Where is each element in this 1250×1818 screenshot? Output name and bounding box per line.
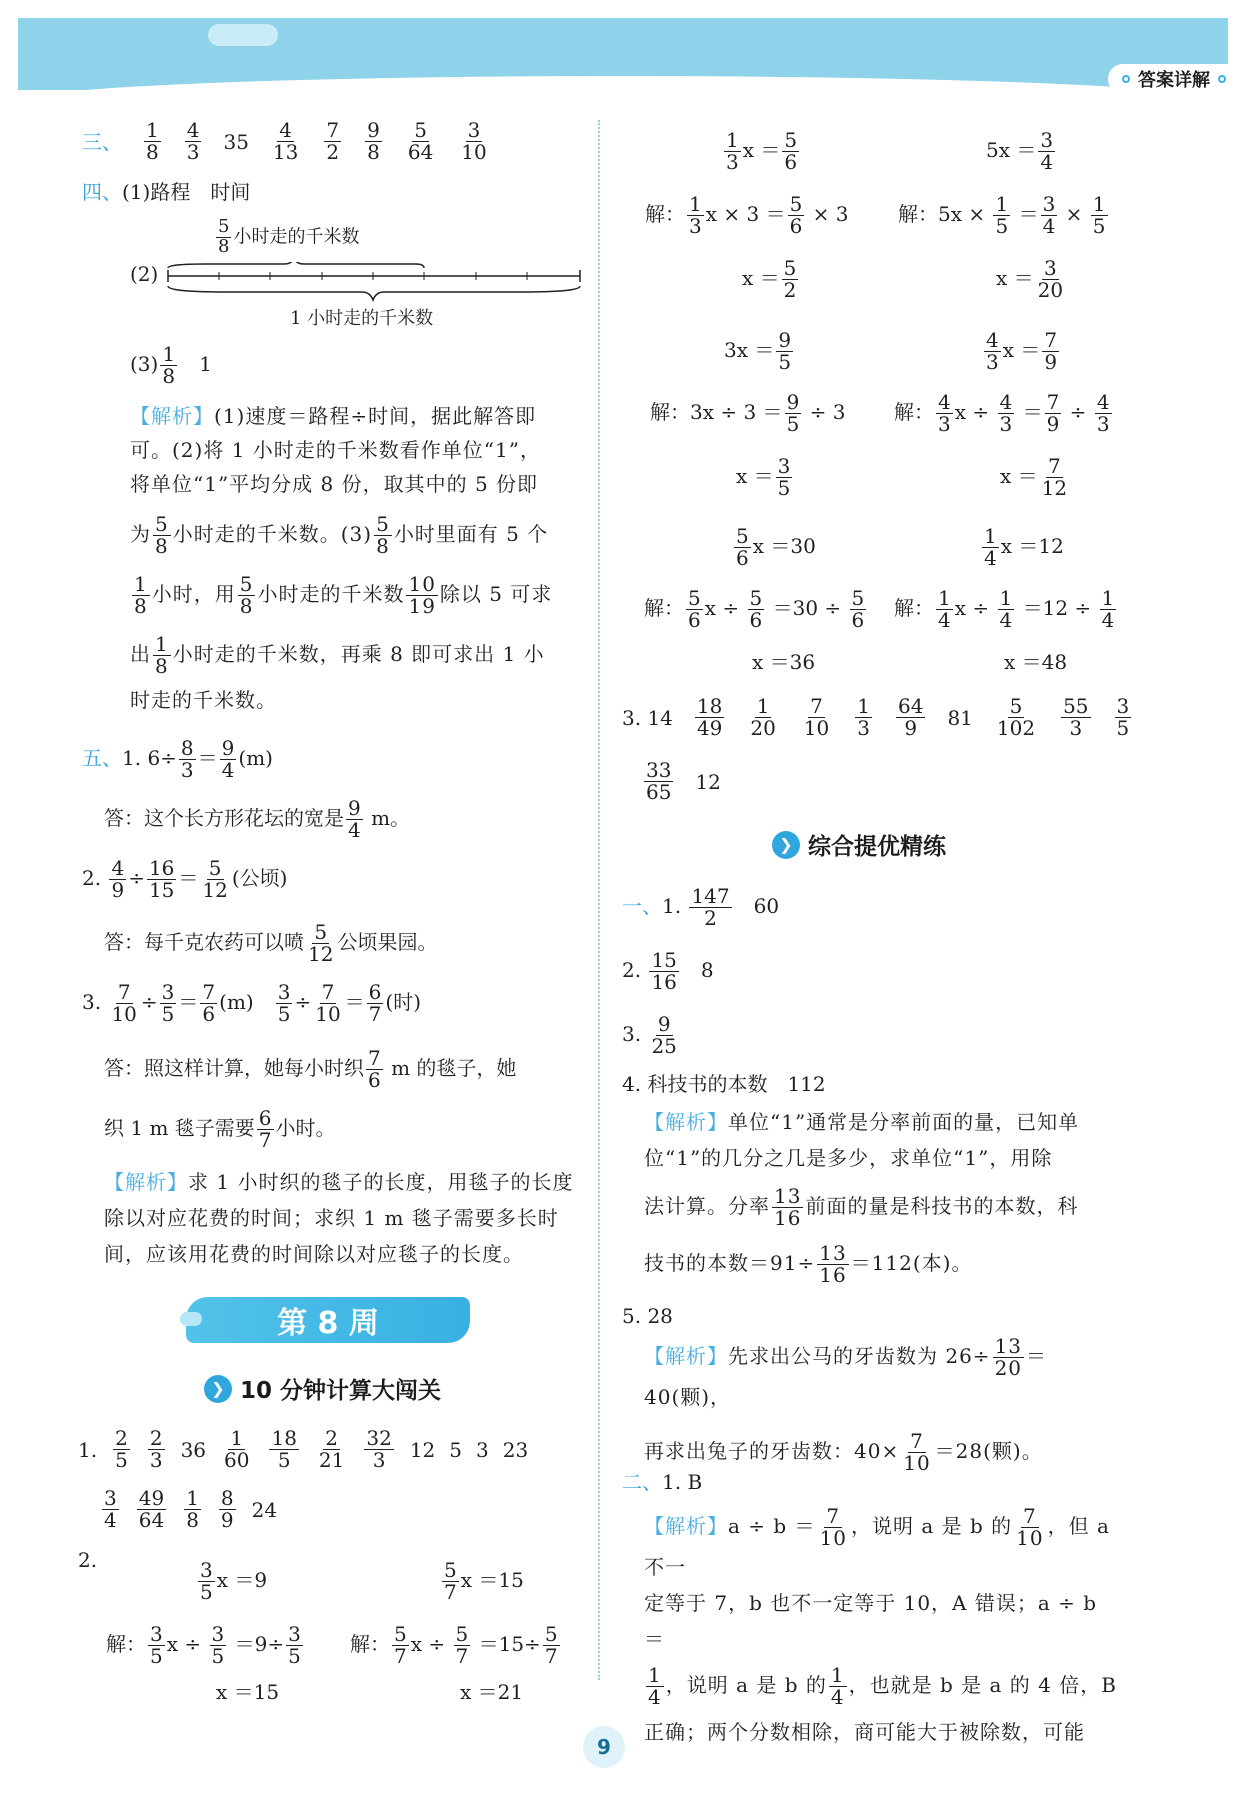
calc-q2-res-b: x ＝21	[460, 1680, 524, 1704]
section-5-q1-answer: 答：这个长方形花坛的宽是 $\frac{9}{4}$ m。	[104, 796, 411, 842]
r-sol-5: 解： $\frac{5}{6}$ x ÷ $\frac{5}{6}$ ＝30 ÷ $\frac{5}{6}$	[644, 586, 865, 632]
r-eq-4: $\frac{4}{3}$ x ＝ $\frac{7}{9}$	[986, 328, 1058, 374]
section-5-q3-answer-1: 答：照这样计算，她每小时织 $\frac{7}{6}$ m 的毯子，她	[104, 1046, 517, 1092]
r-practice-q4: 4. 科技书的本数 112	[622, 1072, 826, 1096]
bottom-brace	[168, 286, 580, 300]
wave-decoration	[18, 76, 1228, 102]
top-brace	[168, 262, 424, 268]
line-top-label	[214, 218, 359, 257]
part3-answer: (3) $\frac{1}{8}$ 1	[130, 342, 212, 388]
r-res-6: x ＝48	[1004, 650, 1068, 674]
r-res-2: x ＝ $\frac{3}{20}$	[996, 256, 1064, 302]
section-label: 四、	[82, 180, 122, 204]
fraction: 1 8	[146, 118, 159, 164]
r-res-4: x ＝ $\frac{7}{12}$	[1000, 454, 1068, 500]
section-5-q2-answer: 答：每千克农药可以喷 $\frac{5}{12}$ 公顷果园。	[104, 920, 438, 966]
column-divider	[598, 120, 600, 1680]
fraction: 3 10	[461, 118, 487, 164]
calc-q2-label: 2.	[78, 1548, 98, 1572]
section-5-q1: 五、1. 6÷ $\frac{8}{3}$ ＝ $\frac{9}{4}$ (m)	[82, 736, 273, 782]
fraction: 4 13	[272, 118, 299, 164]
section-label: 三、	[82, 129, 122, 154]
r-sol-6: 解： $\frac{1}{4}$ x ÷ $\frac{1}{4}$ ＝12 ÷ $\frac{1}{4}$	[894, 586, 1115, 632]
analysis-block-5: 【解析】求 1 小时织的毯子的长度，用毯子的长度 除以对应花费的时间；求织 1 m 毯子需要多长时 间，应该用花费的时间除以对应毯子的长度。	[104, 1170, 574, 1266]
analysis-tag: 【解析】	[644, 1110, 728, 1134]
chevron-right-icon: ❯	[204, 1375, 232, 1403]
r-res-5: x ＝36	[752, 650, 816, 674]
section-heading-practice	[772, 828, 946, 861]
calc-q2-eq-a: $\frac{3}{5}$ x ＝9	[200, 1558, 268, 1604]
r-calc-q3-row1: 3. 14 18 49 1 20 7 10 1 3 64 9 81 5 102 55 3 3 5	[622, 694, 1130, 740]
fraction: 9 8	[367, 118, 380, 164]
analysis-tag: 【解析】	[104, 1170, 188, 1194]
line-bottom-label: 1 小时走的千米数	[290, 308, 434, 329]
section-3-answers	[82, 120, 491, 163]
r-section-2-q1: 二、1. B	[622, 1470, 703, 1494]
answer-value: 35	[223, 129, 249, 154]
week-title: 第 8 周	[277, 1306, 379, 1341]
fraction: 4 3	[186, 118, 200, 164]
section-heading-calc	[204, 1372, 441, 1405]
analysis-block-4: 【解析】(1)速度＝路程÷时间，据此解答即 可。(2)将 1 小时走的千米数看作单位“1”， 将单位“1”平均分成 8 份，取其中的 5 份即 为 $\frac{5}{8}$ 小时走的千米数。(3) $\frac{5}{8}$ 小时里面有 5 个 $\frac{1}{8}$ 小时，用 $\frac{5}{8}$ 小时走的千米数 $\frac{10}{19}$ 除以 5 可求 出 $\frac{1}{8}$ 小时走的千米数，再乘 8 即可求出 1 小 时走的千米数。	[130, 404, 553, 712]
analysis-tag: 【解析】	[644, 1344, 728, 1368]
analysis-tag: 【解析】	[644, 1514, 728, 1538]
week-banner	[186, 1297, 470, 1343]
part2-label: (2)	[130, 262, 159, 286]
calc-q1-row2: 3 4 49 64 1 8 8 9 24	[104, 1486, 278, 1532]
section-4-part1	[82, 180, 250, 204]
r-sol-1: 解： $\frac{1}{3}$ x × 3 ＝ $\frac{5}{6}$ × 3	[645, 192, 849, 238]
r-sol-3: 解：3x ÷ 3 ＝ $\frac{9}{5}$ ÷ 3	[650, 390, 846, 436]
fraction: 7 2	[326, 118, 340, 164]
r-sol-4: 解： $\frac{4}{3}$ x ÷ $\frac{4}{3}$ ＝ $\frac{7}{9}$ ÷ $\frac{4}{3}$	[894, 390, 1110, 436]
answer-badge	[1108, 64, 1240, 94]
answer-text: (1)路程 时间	[122, 180, 251, 204]
calc-q2-res-a: x ＝15	[216, 1680, 280, 1704]
analysis-block-p5: 【解析】先求出公马的牙齿数为 26÷ $\frac{13}{20}$ ＝40(颗)， 再求出兔子的牙齿数：40× $\frac{7}{10}$ ＝28(颗)。	[644, 1334, 1048, 1475]
calc-q2-sol-b: 解： $\frac{5}{7}$ x ÷ $\frac{5}{7}$ ＝15÷ $\frac{5}{7}$	[350, 1622, 558, 1668]
r-res-1: x ＝ $\frac{5}{2}$	[742, 256, 797, 302]
r-eq-5: $\frac{5}{6}$ x ＝30	[736, 524, 816, 570]
chevron-right-icon: ❯	[772, 831, 800, 859]
r-eq-3: 3x ＝ $\frac{9}{5}$	[724, 328, 792, 374]
calc-q1-row1: 1. 2 5 2 3 36 1 60 18 5 2 21 32 3 12 5 3 23	[78, 1426, 529, 1472]
analysis-tag: 【解析】	[130, 404, 214, 428]
cloud-decoration	[208, 24, 278, 46]
r-eq-6: $\frac{1}{4}$ x ＝12	[984, 524, 1064, 570]
label-text: 小时走的千米数	[233, 226, 360, 248]
r-practice-q2: 2. $\frac{15}{16}$ 8	[622, 948, 714, 994]
section-title: 10 分钟计算大闯关	[240, 1378, 442, 1404]
section-5-q3: 3. $\frac{7}{10}$ ÷ $\frac{3}{5}$ ＝ $\frac{7}{6}$ (m) $\frac{3}{5}$ ÷ $\frac{7}{10}$ ＝ $\frac{6}{7}$ (时)	[82, 980, 422, 1026]
line-segment-diagram	[166, 262, 582, 302]
header-banner	[18, 18, 1228, 90]
r-practice-q5: 5. 28	[622, 1304, 673, 1328]
r-calc-q3-row2: 33 65 12	[646, 758, 721, 804]
analysis-block-p4: 【解析】单位“1”通常是分率前面的量，已知单 位“1”的几分之几是多少，求单位“1”，用除 法计算。分率 $\frac{13}{16}$ 前面的量是科技书的本数，科 技书的本数＝91÷ $\frac{13}{16}$ ＝112(本)。	[644, 1110, 1080, 1287]
section-5-q3-answer-2: 织 1 m 毯子需要 $\frac{6}{7}$ 小时。	[104, 1106, 336, 1152]
calc-q2-eq-b: $\frac{5}{7}$ x ＝15	[444, 1558, 524, 1604]
fraction: 5 64	[407, 118, 434, 164]
badge-label: 答案详解	[1138, 70, 1210, 91]
section-title: 综合提优精练	[808, 834, 946, 860]
page-number: 9	[583, 1726, 625, 1768]
badge-dot-icon	[1218, 75, 1226, 83]
r-practice-q3: 3. $\frac{9}{25}$	[622, 1012, 677, 1058]
analysis-block-q2: 【解析】a ÷ b ＝ $\frac{7}{10}$ ，说明 a 是 b 的 $\frac{7}{10}$ ，但 a 不一 定等于 7，b 也不一定等于 10，A 错误；a ÷ b ＝ $\frac{1}{4}$ ，说明 a 是 b 的 $\frac{1}{4}$ ，也就是 b 是 a 的 4 倍，B 正确；两个分数相除，商可能大于被除数，可能	[644, 1504, 1117, 1744]
r-eq-1: $\frac{1}{3}$ x ＝ $\frac{5}{6}$	[726, 128, 798, 174]
r-res-3: x ＝ $\frac{3}{5}$	[736, 454, 791, 500]
pill-decoration	[180, 1312, 202, 1326]
r-practice-q1: 一、1. $\frac{147}{2}$ 60	[622, 884, 780, 930]
fraction: $\frac{5}{8}$	[218, 216, 230, 257]
fraction: $\frac{1}{8}$	[162, 342, 176, 388]
r-eq-2: 5x ＝ $\frac{3}{4}$	[986, 128, 1054, 174]
calc-q2-sol-a: 解： $\frac{3}{5}$ x ÷ $\frac{3}{5}$ ＝9÷ $\frac{3}{5}$	[106, 1622, 301, 1668]
r-sol-2: 解：5x × $\frac{1}{5}$ ＝ $\frac{3}{4}$ × $\frac{1}{5}$	[898, 192, 1106, 238]
badge-dot-icon	[1122, 75, 1130, 83]
section-5-q2: 2. $\frac{4}{9}$ ÷ $\frac{16}{15}$ ＝ $\frac{5}{12}$ (公顷)	[82, 856, 288, 902]
